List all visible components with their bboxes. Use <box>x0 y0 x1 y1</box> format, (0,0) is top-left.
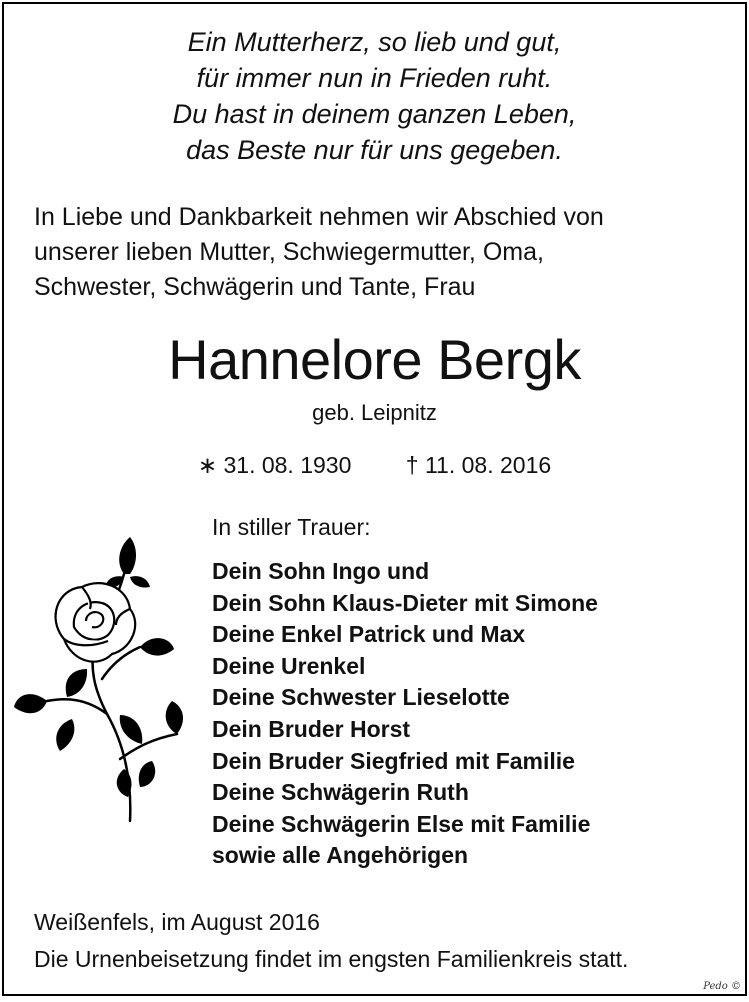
list-item: Dein Bruder Siegfried mit Familie <box>212 747 575 774</box>
list-item: Dein Sohn Ingo und <box>212 558 430 584</box>
list-item: Dein Sohn Klaus-Dieter mit Simone <box>212 589 598 616</box>
intro-line: In Liebe und Dankbarkeit nehmen wir Abschied von <box>34 203 604 231</box>
poem <box>4 24 745 168</box>
death-date: † 11. 08. 2016 <box>405 452 552 478</box>
place-date: Weißenfels, im August 2016 <box>34 909 320 935</box>
poem-line: Du hast in deinem ganzen Leben, <box>172 99 577 129</box>
birth-date: ∗ 31. 08. 1930 <box>197 452 352 478</box>
list-item: Deine Urenkel <box>212 652 366 679</box>
deceased-name: Hannelore Bergk <box>168 328 581 391</box>
birth-name: geb. Leipnitz <box>312 400 437 425</box>
mourners-list <box>212 556 598 872</box>
list-item: Deine Schwester Lieselotte <box>212 684 510 711</box>
intro-line: unserer lieben Mutter, Schwiegermutter, Oma, <box>34 238 544 266</box>
mourning-label: In stiller Trauer: <box>212 514 371 540</box>
list-item: Deine Schwägerin Else mit Familie <box>212 810 591 837</box>
poem-line: das Beste nur für uns gegeben. <box>186 135 563 165</box>
list-item: sowie alle Angehörigen <box>212 842 469 869</box>
list-item: Deine Enkel Patrick und Max <box>212 621 526 648</box>
list-item: Dein Bruder Horst <box>212 715 411 742</box>
life-dates <box>4 452 745 479</box>
burial-note: Die Urnenbeisetzung findet im engsten Familienkreis statt. <box>34 946 629 972</box>
list-item: Deine Schwägerin Ruth <box>212 779 469 806</box>
rose-icon <box>12 529 192 834</box>
closing-text <box>34 904 628 978</box>
intro-text <box>34 200 604 305</box>
intro-line: Schwester, Schwägerin und Tante, Frau <box>34 273 476 301</box>
obituary-notice <box>2 2 747 996</box>
poem-line: für immer nun in Frieden ruht. <box>196 63 553 93</box>
designer-signature: Pedo © <box>703 981 741 992</box>
poem-line: Ein Mutterherz, so lieb und gut, <box>187 27 562 57</box>
